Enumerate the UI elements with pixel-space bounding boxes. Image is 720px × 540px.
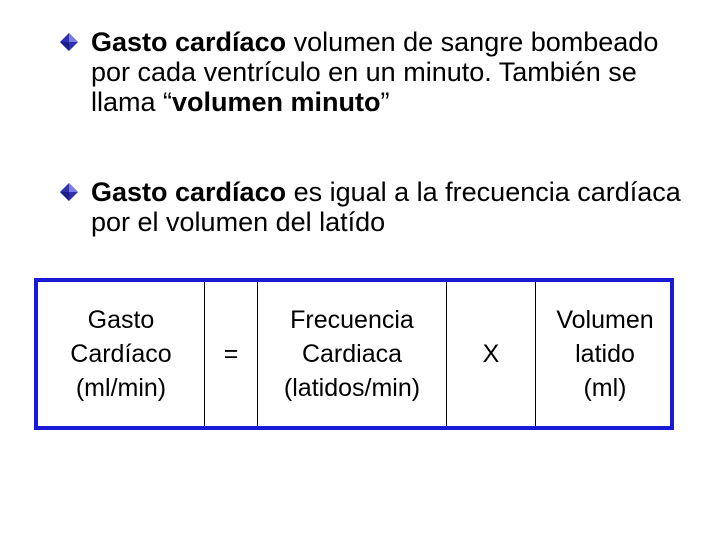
diamond-bullet-icon (60, 33, 78, 51)
bullet-1-body-end: ” (380, 87, 390, 117)
equals-sign: = (223, 340, 239, 368)
bullet-2-body: es igual a la frecuencia cardíaca por el volumen del latído (91, 177, 681, 237)
heart-rate-line-1: Frecuencia (290, 306, 414, 334)
bullet-1-term-2: volumen minuto (172, 87, 381, 117)
heart-rate-unit: (latidos/min) (283, 374, 421, 402)
bullet-1-term: Gasto cardíaco (91, 27, 287, 57)
bullet-paragraph-1 (58, 27, 698, 117)
times-sign: X (482, 340, 500, 368)
stroke-volume-line-1: Volumen (556, 306, 654, 334)
bullet-2-text (91, 177, 698, 237)
bullet-2-term: Gasto cardíaco (91, 177, 287, 207)
diamond-bullet-icon (60, 183, 78, 201)
times-cell (447, 282, 535, 426)
stroke-volume-unit: (ml) (583, 374, 627, 402)
cardiac-output-cell (38, 282, 204, 426)
formula-table (34, 278, 674, 430)
bullet-1-text (91, 27, 698, 117)
heart-rate-line-2: Cardiaca (301, 340, 403, 368)
cardiac-output-unit: (ml/min) (75, 374, 167, 402)
heart-rate-cell (258, 282, 446, 426)
bullet-paragraph-2 (58, 177, 698, 237)
bullet-1-body: volumen de sangre bombeado por cada ventrículo en un minuto. También se llama “ (91, 27, 659, 117)
cardiac-output-line-2: Cardíaco (70, 340, 172, 368)
equals-cell (205, 282, 257, 426)
cardiac-output-line-1: Gasto (87, 306, 155, 334)
stroke-volume-cell (536, 282, 674, 426)
stroke-volume-line-2: latido (575, 340, 635, 368)
